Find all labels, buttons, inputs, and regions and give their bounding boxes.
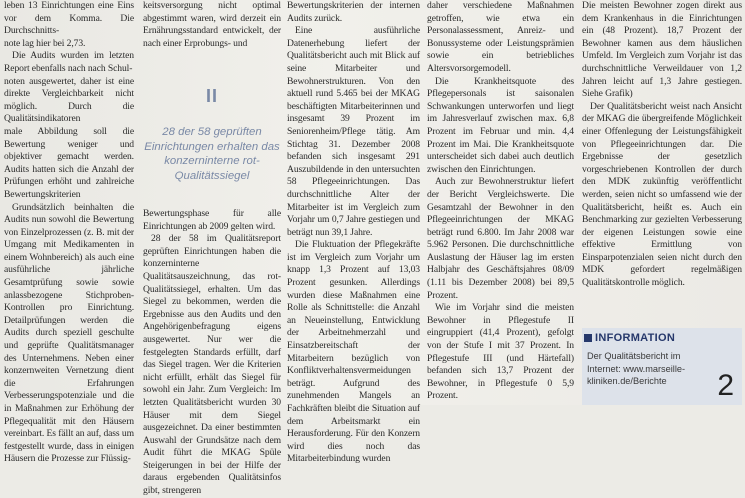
- paragraph: 28 der 58 im Qualitätsreport geprüften Einrichtungen haben die konzerninterne Qualitätsauszeichnung, das rot-Qualitätssiegel, erhalten. Um das Siegel zu bekommen, werden die Ergebnisse aus den Audits und den Angehörigenbefragung eigens ausgewertet. Nur wer die festgelegten Standards erfüllt, darf das Siegel tragen. Wer die Kriterien nicht erfüllt, erhält das Siegel für sowohl ein Jahr. Zum Vergleich: Im letzten Qualitätsbericht wurden 30 Häuser mit dem Siegel ausgezeichnet. Da einer bestimmten Auswahl der Grundsätze nach dem Audit führt die MKAG Spüle Steigerungen in bei der Hilfe der daraus ergebenden Qualitätsinfos gibt, strengeren: [143, 233, 281, 497]
- paragraph: Der Qualitätsbericht weist nach Ansicht der MKAG die übergreifende Möglichkeit einer Offenlegung der Leistungsfähigkeit von Pflegeeinrichtungen dar. Die Ergebnisse der gesetzlich vorgeschriebenen Kontrollen der durch den MDK zukünftig veröffentlicht werden, seien nicht so umfassend wie der Qualitätsbericht, heißt es. Auch ein Benchmarking zur gezielten Verbesserung der eigenen Leistungen sowie eine effektive Ermittlung von Einsparpotenzialen seien nicht durch den MDK gefordert regelmäßigen Qualitätskontrolle möglich.: [582, 100, 742, 289]
- article-column-2-bottom: [143, 208, 281, 497]
- info-square-icon: [584, 334, 592, 342]
- paragraph: noten ausgewertet, daher ist eine direkte Vergleichbarkeit nicht möglich. Durch die Qualitätsindikatoren: [4, 75, 134, 125]
- paragraph: keitsversorgung nicht optimal abgestimmt waren, wird derzeit ein Ernährungsstandard entwickelt, der nach einer Erprobungs- und: [143, 0, 281, 49]
- paragraph: Eine ausführliche Datenerhebung liefert der Qualitätsbericht auch mit Blick auf seine Mitarbeiter und Bewohnerstrukturen. Von den aktuell rund 5.465 bei der MKAG beschäftigten Mitarbeiterinnen und insgesamt 39 Prozent im Seniorenheim/Pflege tätig. Am Stichtag 31. Dezember 2008 befanden sich insgesamt 291 Auszubildende in den untersuchten 58 Pflegeeinrichtungen. Das durchschnittliche Alter der Mitarbeiter ist im Vergleich zum Vorjahr um 0,7 Jahre gestiegen und beträgt nun 39,1 Jahre.: [287, 25, 420, 238]
- paragraph: Die meisten Bewohner zogen direkt aus dem Krankenhaus in die Einrichtungen ein (48 Prozent). 18,7 Prozent der Bewohner kamen aus dem häuslichen Umfeld. Im Vergleich zum Vorjahr ist das durchschnittliche Verweildauer von 1,2 Jahren leicht auf 1,3 Jahre gestiegen. Siehe Grafik): [582, 0, 742, 100]
- information-text: Der Qualitätsbericht im Internet: www.marseille-kliniken.de/Berichte: [587, 351, 686, 386]
- paragraph: Die Krankheitsquote des Pflegepersonals ist saisonalen Schwankungen unterworfen und liegt im Jahresverlauf zwischen max. 6,8 Prozent im Februar und min. 4,4 Prozent im Mai. Die Krankheitsquote unterscheidet sich dabei auch deutlich zwischen den Einrichtungen.: [427, 75, 574, 175]
- paragraph: Bewertungskriterien der internen Audits zurück.: [287, 0, 420, 24]
- paragraph: note lag hier bei 2,73.: [4, 37, 86, 49]
- paragraph: Grundsätzlich beinhalten die Audits nun sowohl die Bewertung von Einzelprozessen (z. B. mit der Umgang mit Medikamenten in einem Wohnbereich) als auch eine ausführliche jährliche Gesamtprüfung sowie sowie anlassbezogene Stichproben-Kontrollen pro Einrichtung. Detailprüfungen werden die Audits durch speziell geschulte und geprüfte Qualitätsmanager des Unternehmens. Neben einer konzernweiten Vernetzung dient die Erfahrungen Verbesserungspotenziale und die in Maßnahmen zur Erhöhung der Pflegequalität mit den Häusern vereinbart. Es fällt an auf, dass um festgestellt wurde, dass in einigen Häusern die Prozesse zur Flüssig-: [4, 201, 134, 465]
- paragraph: Die Audits wurden im letzten Report ebenfalls nach nach Schul-: [4, 50, 134, 74]
- pull-quote-mark: II: [205, 86, 218, 106]
- paragraph: Auch zur Bewohnerstruktur liefert der Bericht Vergleichswerte. Die Gesamtzahl der Bewohner in den Pflegeeinrichtungen der MKAG beträgt rund 6.800. Im Jahr 2008 war 5.962 Personen. Die durchschnittliche Auslastung der Häuser lag im ersten Halbjahr des Geschäftsjahres 08/09 (1.11 bis Dezember 2008) bei 89,5 Prozent.: [427, 176, 574, 301]
- paragraph: leben 13 Einrichtungen eine Eins vor dem Komma. Die Durchschnitts-: [4, 0, 134, 37]
- article-column-5: [582, 0, 742, 326]
- information-header: [584, 332, 675, 344]
- paragraph: male Abbildung soll die Bewertung weniger und objektiver gemacht werden. Audits hatten sich die Anzahl der Prüfungen erhöht und zahlreiche Bewertungskriterien: [4, 125, 134, 200]
- paragraph: daher verschiedene Maßnahmen getroffen, wie etwa ein Personalassessment, Anreiz- und Bonussysteme oder Leistungsprämien sowie ein betriebliches Altersvorsorgemodell.: [427, 0, 574, 74]
- article-column-1: [4, 0, 134, 465]
- information-box: [582, 328, 742, 405]
- pull-quote-text: 28 der 58 geprüften Einrichtungen erhalten das konzerninterne rot-Qualitätssiegel: [144, 126, 280, 182]
- article-column-2-top: [143, 0, 281, 80]
- paragraph: Die Fluktuation der Pflegekräfte ist im Vergleich zum Vorjahr um knapp 1,3 Prozent auf 13,03 Prozent gesunken. Allerdings wurden diese Maßnahmen eine Rolle als Schnittstelle: die Anzahl an Neueinstellung, Entwicklung der Arbeitnehmerzahl und Einsatzbereitschaft der Mitarbeitern bezüglich von Konfliktverhaltensvermeidungen beträgt. Aufgrund des zunehmenden Mangels an Fachkräften bleibt die Situation auf dem Arbeitsmarkt ein Herausforderung. Für den Konzern wird dies noch das Mitarbeiterbindung wurden: [287, 239, 420, 465]
- article-column-3: [287, 0, 420, 465]
- paragraph: Wie im Vorjahr sind die meisten Bewohner in Pflegestufe II eingruppiert (41,4 Prozent), gefolgt von der Stufe I mit 37 Prozent. In Pflegestufe III (und Härtefall) befanden sich 13,7 Prozent der Bewohner, in Pflegestufe 0 5,9 Prozent.: [427, 302, 574, 402]
- paragraph: Bewertungsphase für alle Einrichtungen ab 2009 gelten wird.: [143, 208, 281, 232]
- information-title: INFORMATION: [595, 332, 676, 344]
- page-number: 2: [717, 369, 734, 402]
- pull-quote: [143, 82, 281, 200]
- article-column-4: [427, 0, 574, 405]
